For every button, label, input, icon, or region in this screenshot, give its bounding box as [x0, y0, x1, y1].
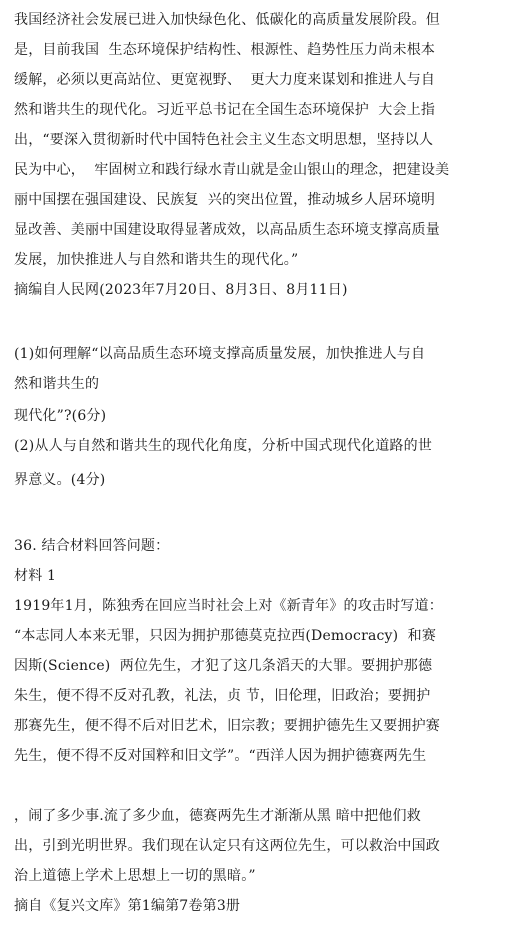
source-citation: 摘编自人民网(2023年7月20日、8月3日、8月11日) [14, 282, 348, 298]
source-citation: 摘自《复兴文库》第1编第7卷第3册 [14, 898, 241, 914]
paragraph-line: 朱生，便不得不反对孔教，礼法，贞 节，旧伦理，旧政治；要拥护 [14, 688, 431, 704]
material-label: 材料 1 [14, 568, 57, 584]
paragraph-line: 是，目前我国 生态环境保护结构性、根源性、趋势性压力尚未根本 [14, 42, 436, 58]
paragraph-line: 治上道德上学术上思想上一切的黑暗。” [14, 868, 256, 884]
question-line: (1)如何理解“以高品质生态环境支撑高质量发展，加快推进人与自 [14, 346, 426, 362]
paragraph-line: 我国经济社会发展已进入加快绿色化、低碳化的高质量发展阶段。但 [14, 12, 440, 28]
paragraph-line: “本志同人本来无罪，只因为拥护那德莫克拉西(Democracy) 和赛 [14, 628, 437, 644]
paragraph-line: 那赛先生，便不得不后对旧艺术，旧宗教；要拥护德先生又要拥护赛 [14, 718, 440, 734]
paragraph-line: 显改善、美丽中国建设取得显著成效，以高品质生态环境支撑高质量 [14, 222, 440, 238]
question-line: (2)从人与自然和谐共生的现代化角度，分析中国式现代化道路的世 [14, 438, 433, 454]
paragraph-line: 民为中心， 牢固树立和践行绿水青山就是金山银山的理念，把建设美 [14, 162, 450, 178]
question-line: 然和谐共生的 [14, 376, 100, 392]
paragraph-line: ，闹了多少事.流了多少血，德赛两先生才渐渐从黑 暗中把他们救 [14, 808, 421, 824]
question-line: 界意义。(4分) [14, 472, 106, 488]
paragraph-line: 先生，便不得不反对国粹和旧文学”。“西洋人因为拥护德赛两先生 [14, 748, 427, 764]
paragraph-line: 发展，加快推进人与自然和谐共生的现代化。” [14, 252, 299, 268]
question-heading: 36. 结合材料回答问题： [14, 538, 170, 554]
paragraph-line: 出，“要深入贯彻新时代中国特色社会主义生态文明思想，坚持以人 [14, 132, 434, 148]
paragraph-line: 缓解，必须以更高站位、更宽视野、 更大力度来谋划和推进人与自 [14, 72, 436, 88]
paragraph-line: 出，引到光明世界。我们现在认定只有这两位先生，可以救治中国政 [14, 838, 440, 854]
paragraph-line: 然和谐共生的现代化。习近平总书记在全国生态环境保护 大会上指 [14, 102, 436, 118]
paragraph-line: 因斯(Science) 两位先生，才犯了这几条滔天的大罪。要拥护那德 [14, 658, 433, 674]
question-line: 现代化”?(6分) [14, 408, 107, 424]
paragraph-line: 丽中国摆在强国建设、民族复 兴的突出位置，推动城乡人居环境明 [14, 192, 436, 208]
paragraph-line: 1919年1月，陈独秀在回应当时社会上对《新青年》的攻击时写道： [14, 598, 443, 614]
